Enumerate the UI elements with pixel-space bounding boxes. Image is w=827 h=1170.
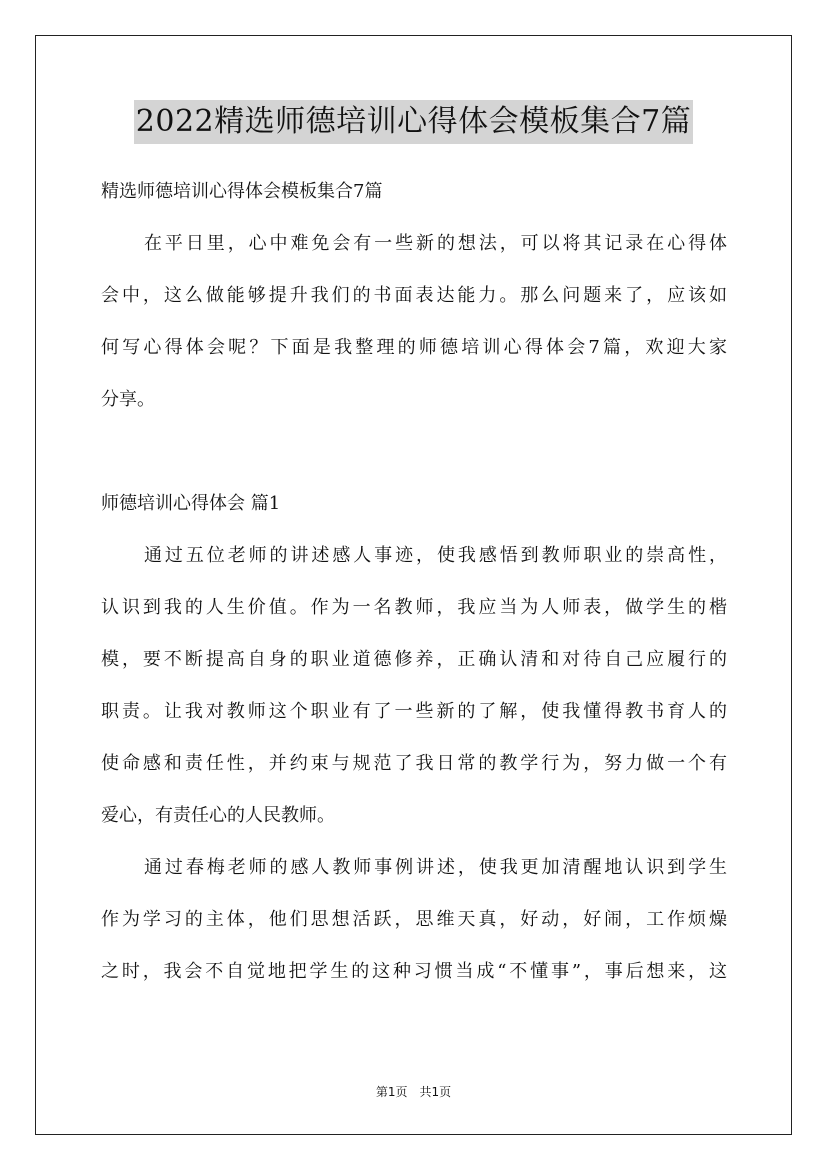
paragraph2-line: 作为学习的主体，他们思想活跃，思维天真，好动，好闹，工作烦燥: [101, 909, 727, 930]
document-title: [0, 100, 827, 144]
page-number: 第1页: [375, 1085, 408, 1099]
paragraph1-line: 模，要不断提高自身的职业道德修养，正确认清和对待自己应履行的: [101, 649, 727, 670]
page-footer: [0, 1083, 827, 1101]
document-subtitle: 精选师德培训心得体会模板集合7篇: [101, 181, 383, 202]
section-heading: 师德培训心得体会 篇1: [101, 493, 281, 514]
document-body: [101, 166, 727, 998]
paragraph1-line: 使命感和责任性，并约束与规范了我日常的教学行为，努力做一个有: [101, 753, 727, 774]
page-total: 共1页: [419, 1085, 452, 1099]
intro-line: 在平日里，心中难免会有一些新的想法，可以将其记录在心得体: [144, 233, 727, 254]
paragraph1-line: 认识到我的人生价值。作为一名教师，我应当为人师表，做学生的楷: [101, 597, 727, 618]
intro-line: 会中，这么做能够提升我们的书面表达能力。那么问题来了，应该如: [101, 285, 727, 306]
paragraph1-line: 通过五位老师的讲述感人事迹，使我感悟到教师职业的崇高性，: [144, 545, 727, 566]
document-title-text: 2022精选师德培训心得体会模板集合7篇: [134, 100, 693, 144]
paragraph1-line: 爱心，有责任心的人民教师。: [101, 805, 335, 826]
paragraph-gap: [101, 426, 727, 478]
intro-line: 分享。: [101, 389, 155, 410]
paragraph1-line: 职责。让我对教师这个职业有了一些新的了解，使我懂得教书育人的: [101, 701, 727, 722]
intro-line: 何写心得体会呢？下面是我整理的师德培训心得体会7篇，欢迎大家: [101, 337, 727, 358]
paragraph2-line: 之时，我会不自觉地把学生的这种习惯当成“不懂事”，事后想来，这: [101, 961, 727, 982]
paragraph2-line: 通过春梅老师的感人教师事例讲述，使我更加清醒地认识到学生: [144, 857, 727, 878]
